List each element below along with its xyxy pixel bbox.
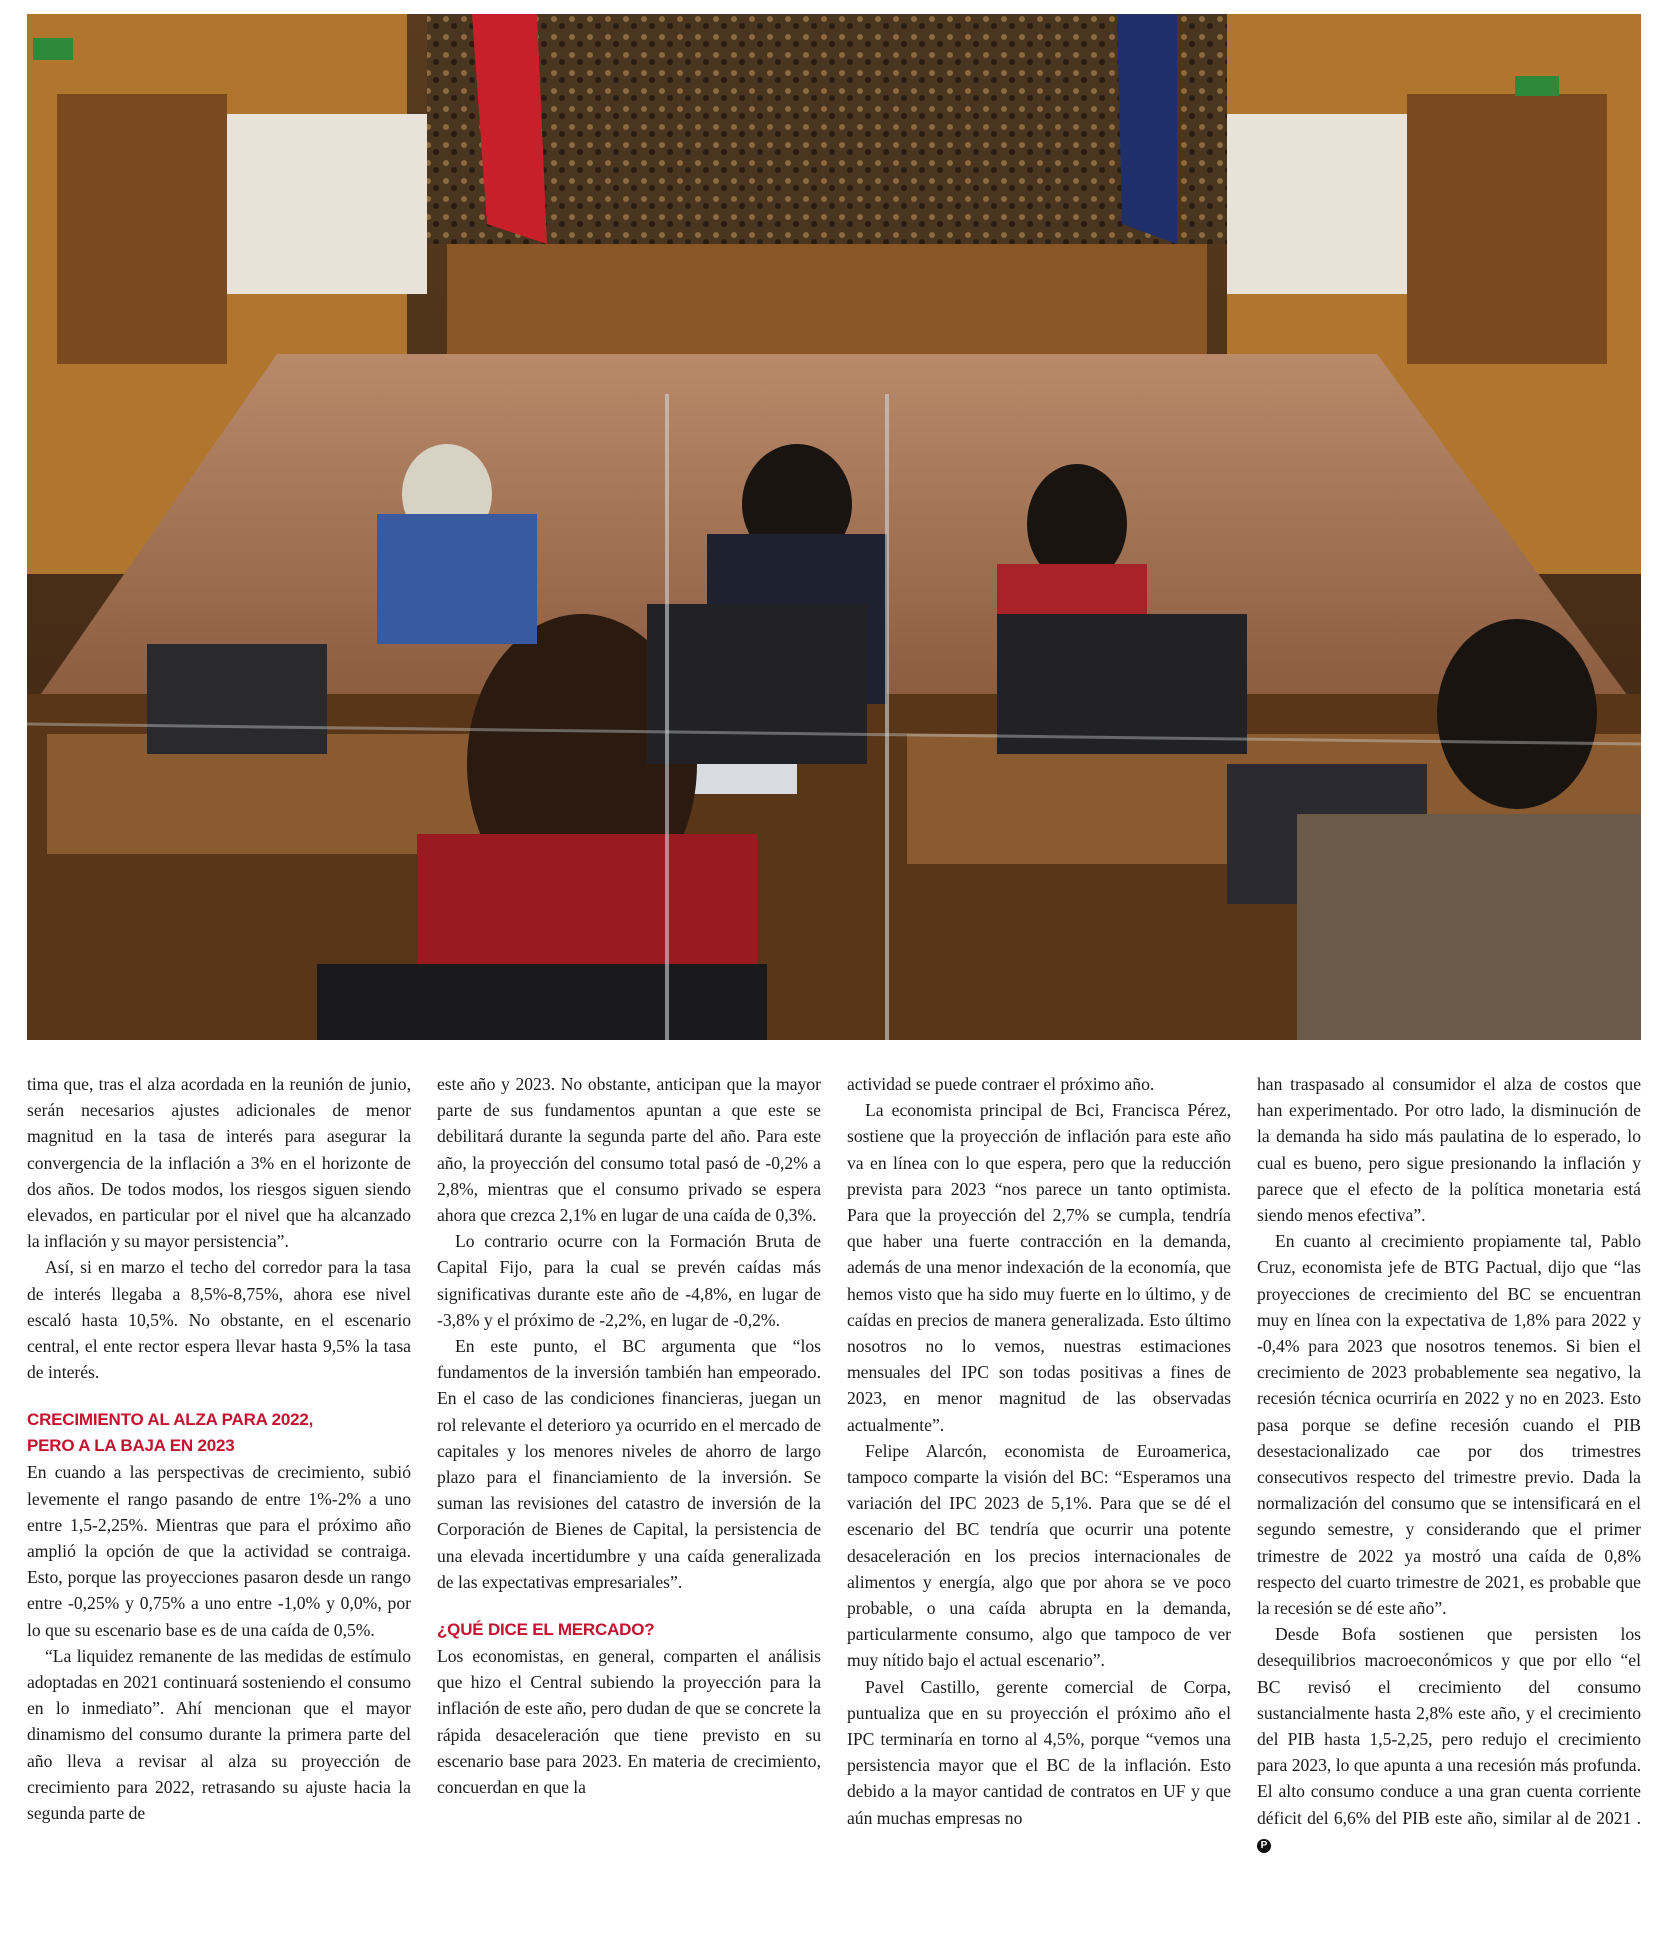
paragraph: En este punto, el BC argumenta que “los fundamentos de la inversión también han empeorado. En el caso de las condiciones financieras, juegan un rol relevante el deterioro ya ocurrido en el mercado de capitales y los menores niveles de ahorro de largo plazo para el financiamiento de la inversión. Se suman las revisiones del catastro de inversión de la Corporación de Bienes de Capital, la persistencia de una elevada incertidumbre y una caída generalizada de las expectativas empresariales”. [437,1336,821,1592]
article-columns [27,1071,1641,1921]
paragraph: La economista principal de Bci, Francisca Pérez, sostiene que la proyección de inflación para este año va en línea con lo que espera, pero que la reducción prevista para 2023 “nos parece un tanto optimista. Para que la proyección del 2,7% se cumpla, tendría que haber una fuerte contracción en la demanda, además de una menor indexación de la economía, que hemos visto que ha sido muy fuerte en lo último, y de caídas en precios de manera generalizada. Esto último nosotros no lo vemos, nuestras estimaciones mensuales del IPC son todas positivas a fines de 2023, en menor magnitud de las observadas actualmente”. [847,1100,1231,1435]
paragraph: Los economistas, en general, comparten el análisis que hizo el Central subiendo la proyección para la inflación de este año, pero dudan de que se concrete la rápida desaceleración que tiene previsto en su escenario base para 2023. En materia de crecimiento, concuerdan en que la [437,1646,821,1798]
end-of-article-icon: P [1257,1839,1271,1853]
subheading-line: PERO A LA BAJA EN 2023 [27,1436,235,1456]
paragraph: este año y 2023. No obstante, anticipan que la mayor parte de sus fundamentos apuntan a que este se debilitará durante la segunda parte del año. Para este año, la proyección del consumo total pasó de -0,2% a 2,8%, mientras que el consumo privado se espera ahora que crezca 2,1% en lugar de una caída de 0,3%. [437,1074,821,1226]
senate-chamber-photo [27,14,1641,1040]
column-3 [847,1071,1231,1921]
paragraph: En cuanto al crecimiento propiamente tal, Pablo Cruz, economista jefe de BTG Pactual, dijo que “las proyecciones de crecimiento del BC se encuentran muy en línea con la expectativa de 1,8% para 2022 y -0,4% para 2023 que nosotros tenemos. Si bien el crecimiento de 2023 probablemente sea negativo, la recesión técnica ocurriría en 2022 y no en 2023. Esto pasa porque se define recesión cuando el PIB desestacionalizado cae por dos trimestres consecutivos respecto del trimestre previo. Dada la normalización del consumo que se intensificará en el segundo semestre, y considerando que el primer trimestre de 2022 ya mostró una caída de 0,8% respecto del cuarto trimestre de 2021, es probable que la recesión se dé este año”. [1257,1231,1641,1619]
paragraph-text: Desde Bofa sostienen que persisten los desequilibrios macroeconómicos y que por ello “el BC revisó el crecimiento del consumo sustancialmente hasta 2,8% este año, y el crecimiento del PIB hasta 1,5-2,25, pero redujo el crecimiento para 2023, lo que apunta a una recesión más profunda. El alto consumo conduce a una gran cuenta corriente déficit del 6,6% del PIB este año, similar al de 2021 . [1257,1624,1641,1828]
subheading-market: ¿QUÉ DICE EL MERCADO? [437,1620,655,1640]
paragraph: tima que, tras el alza acordada en la reunión de junio, serán necesarios ajustes adicionales de menor magnitud en la tasa de interés para asegurar la convergencia de la inflación a 3% en el horizonte de dos años. De todos modos, los riesgos siguen siendo elevados, en particular por el nivel que ha alcanzado la inflación y su mayor persistencia”. [27,1074,411,1252]
paragraph: han traspasado al consumidor el alza de costos que han experimentado. Por otro lado, la disminución de la demanda ha sido más paulatina de lo esperado, lo cual es bueno, pero sigue presionando la inflación y parece que el efecto de la política monetaria está siendo menos efectiva”. [1257,1074,1641,1226]
paragraph: actividad se puede contraer el próximo año. [847,1074,1155,1094]
column-1 [27,1071,411,1921]
subheading-line: CRECIMIENTO AL ALZA PARA 2022, [27,1410,314,1430]
paragraph: “La liquidez remanente de las medidas de estímulo adoptadas en 2021 continuará sosteniendo el consumo en lo inmediato”. Ahí mencionan que el mayor dinamismo del consumo durante la primera parte del año lleva a revisar al alza su proyección de crecimiento para 2022, retrasando su ajuste hacia la segunda parte de [27,1645,411,1824]
paragraph: Así, si en marzo el techo del corredor para la tasa de interés llegaba a 8,5%-8,75%, ahora ese nivel escaló hasta 10,5%. No obstante, en el escenario central, el ente rector espera llevar hasta 9,5% la tasa de interés. [27,1257,411,1383]
paragraph: Pavel Castillo, gerente comercial de Corpa, puntualiza que en su proyección el próximo año el IPC terminaría en torno al 4,5%, porque “vemos una persistencia mayor que el BC de la inflación. Esto debido a la mayor cantidad de contratos en UF y que aún muchas empresas no [847,1676,1231,1828]
column-2 [437,1071,821,1921]
column-4 [1257,1071,1641,1921]
paragraph-final [1257,1621,1641,1857]
paragraph: En cuando a las perspectivas de crecimiento, subió levemente el rango pasando de entre 1%-2% a uno entre 1,5-2,25%. Mientras que para el próximo año amplió la opción de que la actividad se contraiga. Esto, porque las proyecciones pasaron desde un rango entre -0,25% y 0,75% a uno entre -1,0% y 0,0%, por lo que su escenario base es de una caída de 0,5%. [27,1462,411,1640]
paragraph: Lo contrario ocurre con la Formación Bruta de Capital Fijo, para la cual se prevén caídas más significativas durante este año de -4,8%, en lugar de -3,8% y el próximo de -2,2%, en lugar de -0,2%. [437,1231,821,1330]
paragraph: Felipe Alarcón, economista de Euroamerica, tampoco comparte la visión del BC: “Esperamos una variación del IPC 2023 de 5,1%. Para que se dé el escenario del BC tendría que ocurrir una potente desaceleración en los precios internacionales de alimentos y energía, algo que por ahora se ve poco probable, o una caída abrupta en la demanda, particularmente consumo, algo que tampoco de ver muy nítido bajo el actual escenario”. [847,1440,1231,1671]
subheading-growth [27,1407,411,1459]
photo-illustration [27,14,1641,1040]
